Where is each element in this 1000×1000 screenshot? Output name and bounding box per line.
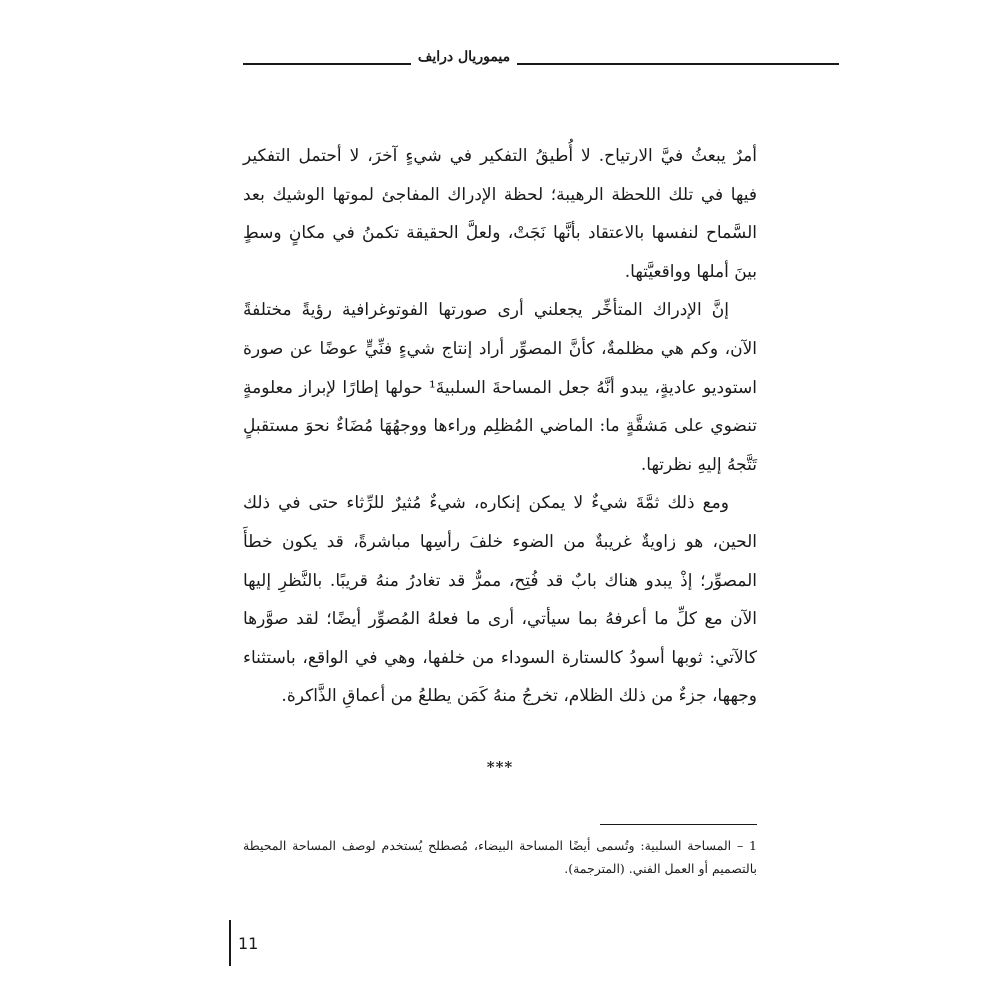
paragraph: أمرٌ يبعثُ فيَّ الارتياح. لا أُطيقُ التفكير في شيءٍ آخرَ، لا أحتمل التفكير فيها في تلك اللحظة الرهيبة؛ لحظة الإدراك المفاجئ لموتها الوشيك بعد السَّماح لنفسها بالاعتقاد بأنَّها نَجَتْ، ولعلَّ الحقيقة تكمنُ في مكانٍ وسطٍ بينَ أملها وواقعيَّتها. (243, 146, 757, 282)
header-rule-right (517, 63, 839, 65)
footnote-separator (600, 824, 757, 825)
section-break: *** (486, 758, 514, 776)
running-title: ميموريال درايف (417, 49, 511, 65)
page-number-rule (229, 920, 231, 966)
footnote: 1 – المساحة السلبية: وتُسمى أيضًا المساحة البيضاء، مُصطلح يُستخدم لوصف المساحة المحيطة بالتصميم أو العمل الفني. (المترجمة). (243, 838, 757, 876)
paragraph: إنَّ الإدراك المتأخِّر يجعلني أرى صورتها الفوتوغرافية رؤيةً مختلفةً الآن، وكم هي مظلمةٌ، كأنَّ المصوِّر أراد إنتاج شيءٍ فنِّيٍّ عوضًا عن صورة استوديو عاديةٍ، يبدو أنَّهُ جعل المساحةَ السلبيةَ¹ حولها إطارًا لإبراز معلومةٍ تنضوي على مَشقَّةٍ ما: الماضي المُظلِم وراءها ووجهُهَا مُضَاءٌ نحوَ مستقبلٍ تَتَّجهُ إليهِ نظرتها. (243, 300, 758, 475)
paragraph: ومع ذلك ثمَّةَ شيءٌ لا يمكن إنكاره، شيءٌ مُثيرٌ للرِّثاء حتى في ذلك الحين، هو زاويةٌ غريبةٌ من الضوء خلفَ رأسِها مباشرةً، قد يكون خطأَ المصوِّر؛ إذْ يبدو هناك بابٌ قد فُتِح، ممرٌّ قد تغادرُ منهُ قريبًا. بالنَّظرِ إليها الآن مع كلِّ ما أعرفهُ بما سيأتي، أرى ما فعلهُ المُصوِّر أيضًا؛ لقد صوَّرها كالآتي: ثوبها أسودُ كالستارة السوداء من خلفها، وهي في الواقع، باستثناء وجهها، جزءٌ من ذلك الظلام، تخرجُ منهُ كَمَن يطلعُ من أعماقِ الذَّاكرة. (243, 493, 757, 707)
page-number: 11 (238, 934, 259, 953)
body-text (243, 137, 757, 716)
header-rule-left (243, 63, 411, 65)
